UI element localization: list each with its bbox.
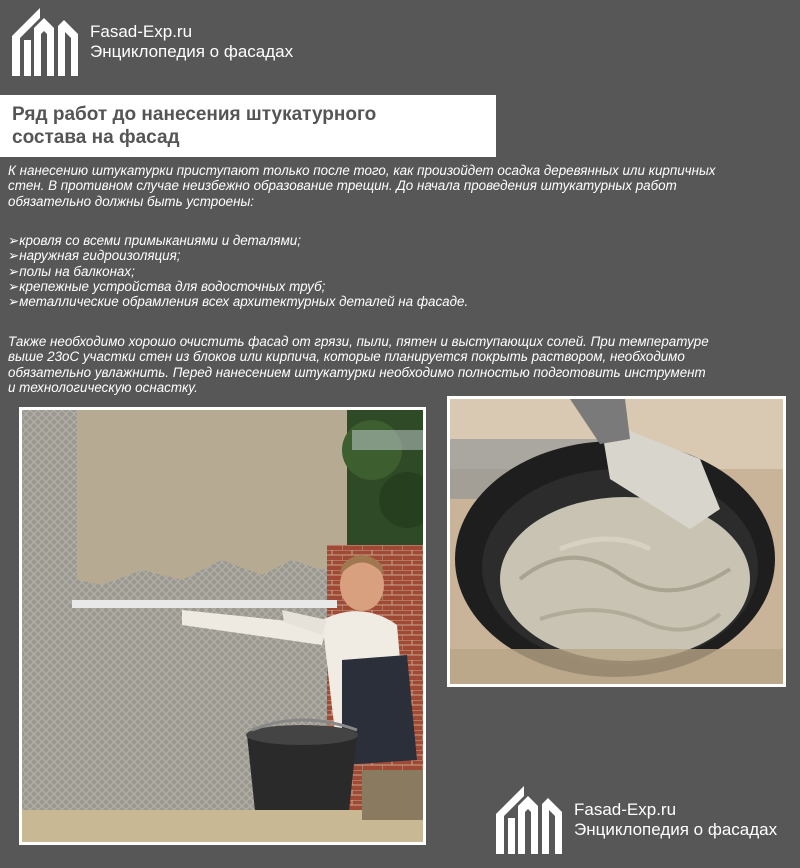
site-logo-bottom[interactable]: [494, 784, 777, 856]
logo-tagline: Энциклопедия о фасадах: [574, 820, 778, 839]
outro-line: Также необходимо хорошо очистить фасад от грязи, пыли, пятен и выступающих солей. При температуре: [8, 334, 709, 349]
requirements-list: [8, 233, 794, 309]
outro-line: и технологическую оснастку.: [8, 379, 198, 395]
building-logo-icon: [494, 784, 564, 856]
intro-line: стен. В противном случае неизбежно образование трещин. До начала проведения штукатурных работ: [8, 178, 677, 194]
logo-tagline: Энциклопедия о фасадах: [90, 42, 294, 61]
building-logo-icon: [10, 6, 80, 78]
logo-site-name: Fasad-Exp.ru: [90, 22, 193, 41]
list-item: ➢ полы на балконах;: [8, 264, 794, 279]
list-item: ➢ кровля со всеми примыканиями и деталями;: [8, 233, 794, 248]
title-line-1: Ряд работ до нанесения штукатурного: [12, 104, 377, 125]
site-logo[interactable]: [10, 6, 293, 78]
list-item: ➢ наружная гидроизоляция;: [8, 248, 794, 263]
list-item: ➢ металлические обрамления всех архитектурных деталей на фасаде.: [8, 294, 794, 309]
outro-line: обязательно увлажнить. Перед нанесением штукатурки необходимо полностью подготовить инструмент: [8, 364, 706, 380]
list-item: ➢ крепежные устройства для водосточных труб;: [8, 279, 794, 294]
intro-paragraph: [8, 163, 794, 209]
article-title-box: [0, 95, 496, 157]
plastering-worker-photo: [19, 407, 426, 845]
logo-site-name: Fasad-Exp.ru: [574, 800, 677, 819]
outro-paragraph: [8, 334, 794, 395]
article-title: [12, 103, 484, 149]
plaster-bucket-photo: [447, 396, 786, 687]
intro-line: К нанесению штукатурки приступают только после того, как произойдет осадка деревянных или кирпичных: [8, 163, 716, 178]
title-line-2: состава на фасад: [12, 127, 180, 148]
intro-line: обязательно должны быть устроены:: [8, 193, 255, 209]
outro-line: выше 23оС участки стен из блоков или кирпича, которые планируется покрыть раствором, необходимо: [8, 349, 685, 365]
